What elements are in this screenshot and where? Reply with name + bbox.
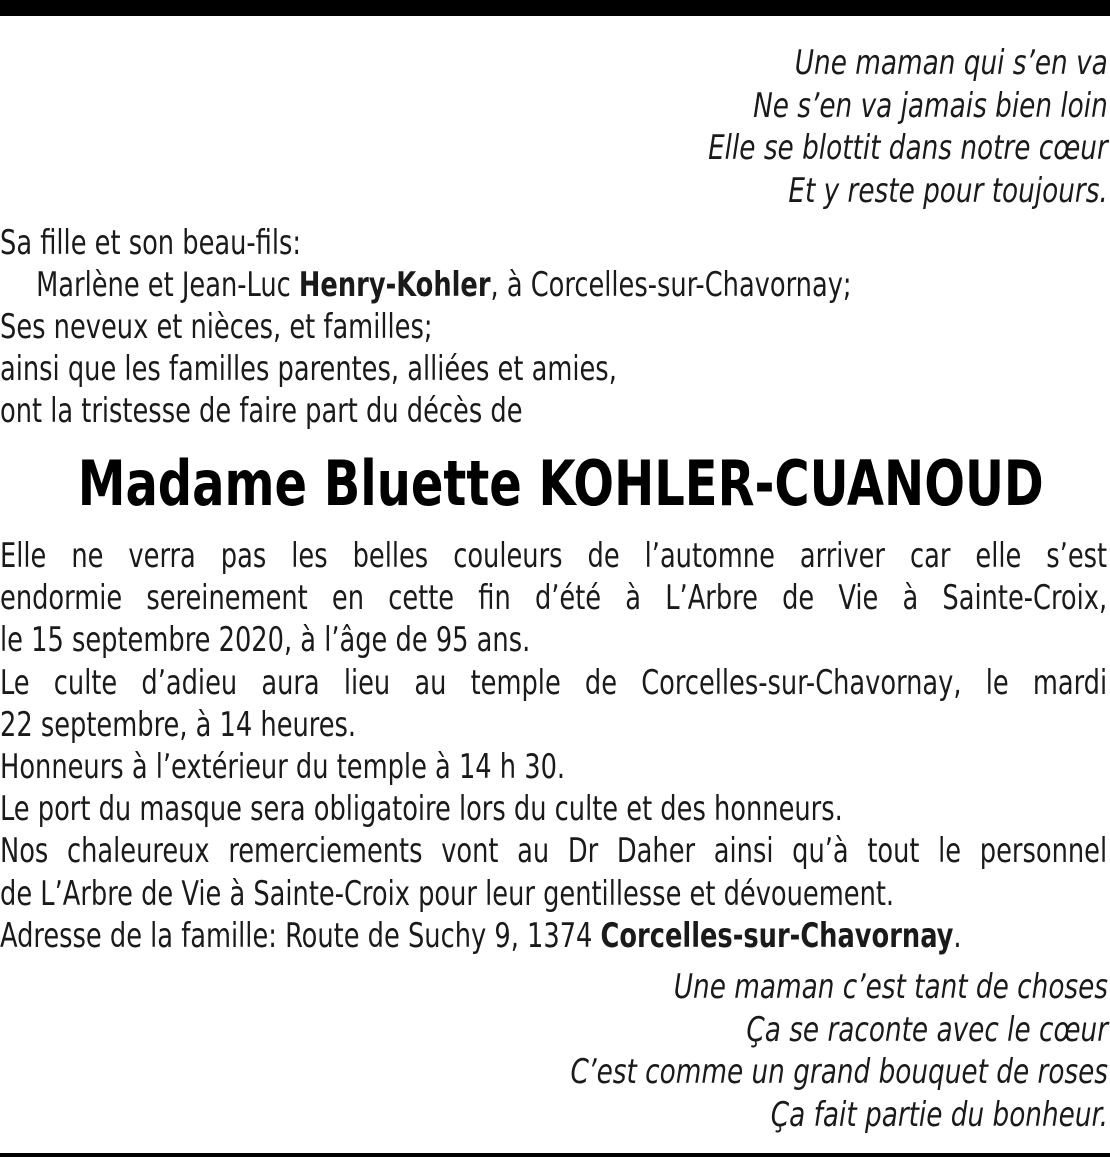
- poem-line: Elle se blottit dans notre cœur: [708, 128, 1108, 168]
- obituary-body: [0, 535, 1107, 957]
- family-announcement-text: ont la tristesse de faire part du décès de: [0, 391, 523, 431]
- body-line: 22 septembre, à 14 heures.: [0, 704, 357, 745]
- family-members: [0, 264, 852, 306]
- deceased-name: Madame Bluette KOHLER-CUANOUD: [77, 447, 1044, 520]
- body-line: endormie sereinement en cette fin d’été à L’Arbre de Vie à Sainte-Croix,: [0, 578, 1108, 619]
- poem-line: Et y reste pour toujours.: [788, 170, 1108, 211]
- address-text: Adresse de la famille: Route de Suchy 9, 1374: [0, 915, 601, 956]
- address-end: .: [953, 915, 962, 956]
- family-surname: Henry-Kohler: [298, 265, 491, 305]
- opening-poem: [708, 42, 1108, 212]
- address-town: Corcelles-sur-Chavornay: [600, 915, 954, 956]
- family-announcement: [0, 222, 852, 432]
- family-members-names: Marlène et Jean-Luc: [36, 265, 299, 305]
- family-extended: ainsi que les familles parentes, alliées et amies,: [0, 349, 617, 389]
- poem-line: Une maman c’est tant de choses: [673, 967, 1108, 1007]
- poem-line: Ça fait partie du bonheur.: [770, 1094, 1108, 1135]
- body-line: Elle ne verra pas les belles couleurs de l’automne arriver car elle s’est: [0, 536, 1108, 576]
- poem-line: Ne s’en va jamais bien loin: [753, 85, 1108, 126]
- family-address: [0, 915, 1107, 957]
- top-border-rule: [0, 0, 1110, 16]
- family-location: , à Corcelles-sur-Chavornay;: [490, 265, 852, 305]
- closing-poem: [570, 966, 1108, 1136]
- body-line: le 15 septembre 2020, à l’âge de 95 ans.: [0, 620, 531, 661]
- family-relatives: Ses neveux et nièces, et familles;: [0, 307, 433, 347]
- poem-line: C’est comme un grand bouquet de roses: [570, 1052, 1108, 1092]
- body-line: Le port du masque sera obligatoire lors du culte et des honneurs.: [0, 789, 843, 830]
- body-line: Nos chaleureux remerciements vont au Dr Daher ainsi qu’à tout le personnel: [0, 831, 1108, 872]
- body-line: Honneurs à l’extérieur du temple à 14 h 30.: [0, 747, 566, 788]
- body-line: Le culte d’adieu aura lieu au temple de Corcelles-sur-Chavornay, le mardi: [0, 662, 1108, 703]
- poem-line: Une maman qui s’en va: [794, 43, 1108, 83]
- poem-line: Ça se raconte avec le cœur: [746, 1009, 1108, 1050]
- family-intro: Sa fille et son beau-fils:: [0, 223, 302, 263]
- body-line: de L’Arbre de Vie à Sainte-Croix pour leur gentillesse et dévouement.: [0, 873, 895, 914]
- bottom-border-rule: [0, 1153, 1110, 1157]
